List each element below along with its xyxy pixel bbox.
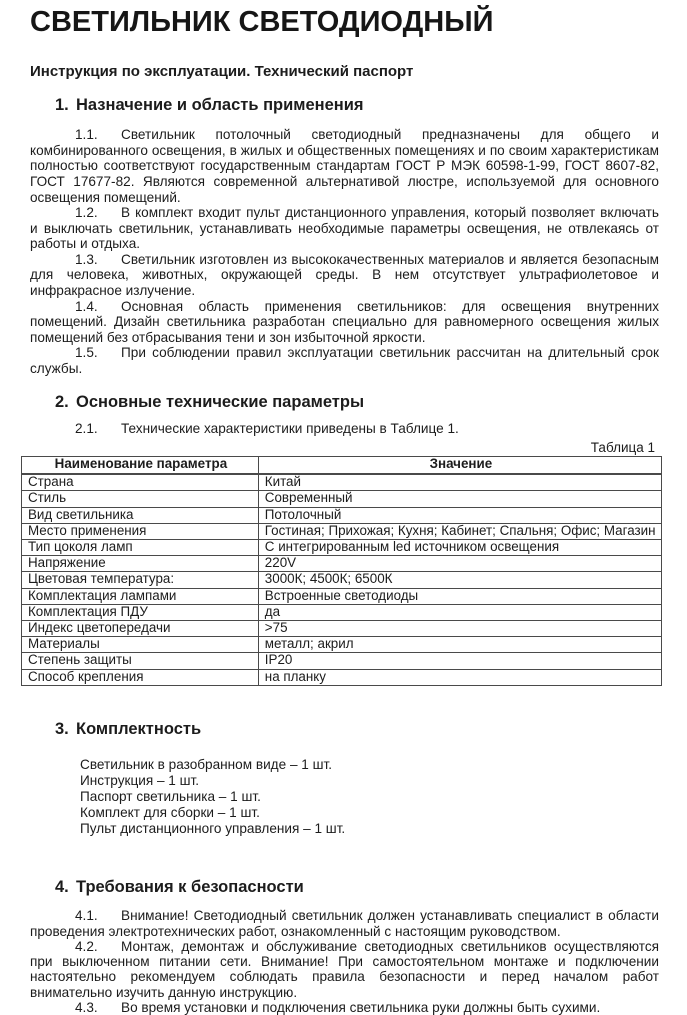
- table-row: [22, 621, 662, 637]
- table-header-row: [22, 457, 662, 475]
- table-row: [22, 572, 662, 588]
- paragraph-number: 1.1.: [75, 127, 98, 143]
- paragraph-text: Основная область применения светильников: для освещения внутренних помещений. Дизайн светильника разработан специально для равномерного освещения жилых помещений без отбрасывания тени и зон избыточной яркости.: [30, 298, 659, 345]
- param-value: С интегрированным led источником освещения: [258, 540, 661, 556]
- param-value: Потолочный: [258, 507, 661, 523]
- table-row: [22, 556, 662, 572]
- param-value: на планку: [258, 669, 661, 685]
- kit-item: Инструкция – 1 шт.: [80, 772, 200, 788]
- paragraph-number: 2.1.: [75, 421, 98, 437]
- document-title: СВЕТИЛЬНИК СВЕТОДИОДНЫЙ: [30, 6, 494, 38]
- param-value: металл; акрил: [258, 637, 661, 653]
- param-value: 220V: [258, 556, 661, 572]
- table-row: [22, 507, 662, 523]
- table-row: [22, 653, 662, 669]
- param-value: Китай: [258, 474, 661, 491]
- section-1-number: 1.: [55, 96, 69, 115]
- kit-list: [80, 757, 659, 838]
- kit-item: Паспорт светильника – 1 шт.: [80, 789, 261, 805]
- section-1-title: Назначение и область применения: [76, 96, 364, 115]
- table-row: [22, 540, 662, 556]
- table-row: [22, 523, 662, 539]
- table-row: [22, 588, 662, 604]
- param-name: Вид светильника: [22, 507, 259, 523]
- paragraph-number: 4.2.: [75, 938, 98, 954]
- paragraph-number: 1.5.: [75, 345, 98, 361]
- kit-item: Комплект для сборки – 1 шт.: [80, 805, 260, 821]
- param-value: >75: [258, 621, 661, 637]
- paragraph-1-1: [30, 127, 659, 205]
- paragraph-text: Светильник изготовлен из высококачественных материалов и является безопасным для человека, животных, окружающей среды. В нем отсутствует ультрафиолетовое и инфракрасное излучение.: [30, 251, 659, 299]
- section-4-body: [30, 908, 659, 1014]
- paragraph-text: Технические характеристики приведены в Таблице 1.: [121, 421, 459, 437]
- table-header-value: Значение: [258, 457, 661, 475]
- param-value: 3000К; 4500К; 6500К: [258, 572, 661, 588]
- kit-item: Светильник в разобранном виде – 1 шт.: [80, 756, 333, 772]
- table-header-parameter: Наименование параметра: [22, 457, 259, 475]
- paragraph-text: Во время установки и подключения светильника руки должны быть сухими.: [121, 999, 601, 1015]
- section-3-number: 3.: [55, 719, 69, 738]
- paragraph-text: Светильник потолочный светодиодный предназначены для общего и комбинированного освещения, в жилых и общественных помещениях и по своим характеристикам полностью соответствуют государственным стандартам ГОСТ Р МЭК 60598-1-99, ГОСТ 8607-82, ГОСТ 17677-82. Являются современной альтернативой люстре, используемой для основного освещения помещений.: [30, 127, 659, 205]
- paragraph-1-2: [30, 205, 659, 252]
- param-name: Степень защиты: [22, 653, 259, 669]
- param-value: Встроенные светодиоды: [258, 588, 661, 604]
- table-row: [22, 491, 662, 507]
- paragraph-1-3: [30, 252, 659, 299]
- paragraph-2-1: [30, 421, 659, 437]
- section-1-body: [30, 127, 659, 377]
- param-name: Материалы: [22, 637, 259, 653]
- paragraph-number: 1.2.: [75, 205, 98, 221]
- paragraph-number: 1.4.: [75, 298, 98, 314]
- section-4-number: 4.: [55, 877, 69, 896]
- param-name: Способ крепления: [22, 669, 259, 685]
- table-caption: Таблица 1: [590, 440, 655, 456]
- table-row: [22, 669, 662, 685]
- param-name: Комплектация ПДУ: [22, 604, 259, 620]
- table-row: [22, 637, 662, 653]
- tech-specs-table: [21, 456, 662, 686]
- section-4-heading: [55, 878, 659, 898]
- section-4-title: Требования к безопасности: [76, 877, 304, 896]
- paragraph-number: 4.3.: [75, 999, 98, 1015]
- paragraph-1-4: [30, 299, 659, 346]
- paragraph-4-1: [30, 908, 659, 938]
- paragraph-4-3: [30, 1000, 659, 1015]
- param-name: Тип цоколя ламп: [22, 540, 259, 556]
- param-name: Страна: [22, 474, 259, 491]
- paragraph-number: 1.3.: [75, 251, 98, 267]
- paragraph-1-5: [30, 345, 659, 376]
- kit-item: Пульт дистанционного управления – 1 шт.: [80, 821, 346, 837]
- paragraph-text: Монтаж, демонтаж и обслуживание светодиодных светильников осуществляются при выключенном питании сети. Внимание! При самостоятельном монтаже и подключении настоятельно рекомендуем соблюдать правила безопасности и перед началом работ внимательно изучить данную инструкцию.: [30, 938, 659, 1000]
- param-value: Современный: [258, 491, 661, 507]
- param-name: Цветовая температура:: [22, 572, 259, 588]
- section-3-title: Комплектность: [76, 719, 202, 738]
- param-value: Гостиная; Прихожая; Кухня; Кабинет; Спальня; Офис; Магазин: [258, 523, 661, 539]
- param-name: Место применения: [22, 523, 259, 539]
- param-name: Индекс цветопередачи: [22, 621, 259, 637]
- section-2-heading: [55, 393, 659, 413]
- paragraph-4-2: [30, 939, 659, 1000]
- table-row: [22, 604, 662, 620]
- document-subtitle: Инструкция по эксплуатации. Технический паспорт: [30, 63, 414, 81]
- param-name: Комплектация лампами: [22, 588, 259, 604]
- paragraph-number: 4.1.: [75, 908, 98, 924]
- section-2-title: Основные технические параметры: [76, 392, 365, 411]
- table-row: [22, 474, 662, 491]
- section-2-number: 2.: [55, 392, 69, 411]
- param-value: IP20: [258, 653, 661, 669]
- section-1-heading: [55, 96, 659, 116]
- section-3-heading: [55, 720, 659, 740]
- paragraph-text: При соблюдении правил эксплуатации светильник рассчитан на длительный срок службы.: [30, 345, 659, 377]
- param-name: Напряжение: [22, 556, 259, 572]
- paragraph-text: В комплект входит пульт дистанционного управления, который позволяет включать и выключать светильник, устанавливать необходимые параметры освещения, не отвлекаясь от работы и отдыха.: [30, 205, 659, 252]
- param-value: да: [258, 604, 661, 620]
- paragraph-text: Внимание! Светодиодный светильник должен устанавливать специалист в области проведения электротехнических работ, ознакомленный с настоящим руководством.: [30, 908, 659, 939]
- param-name: Стиль: [22, 491, 259, 507]
